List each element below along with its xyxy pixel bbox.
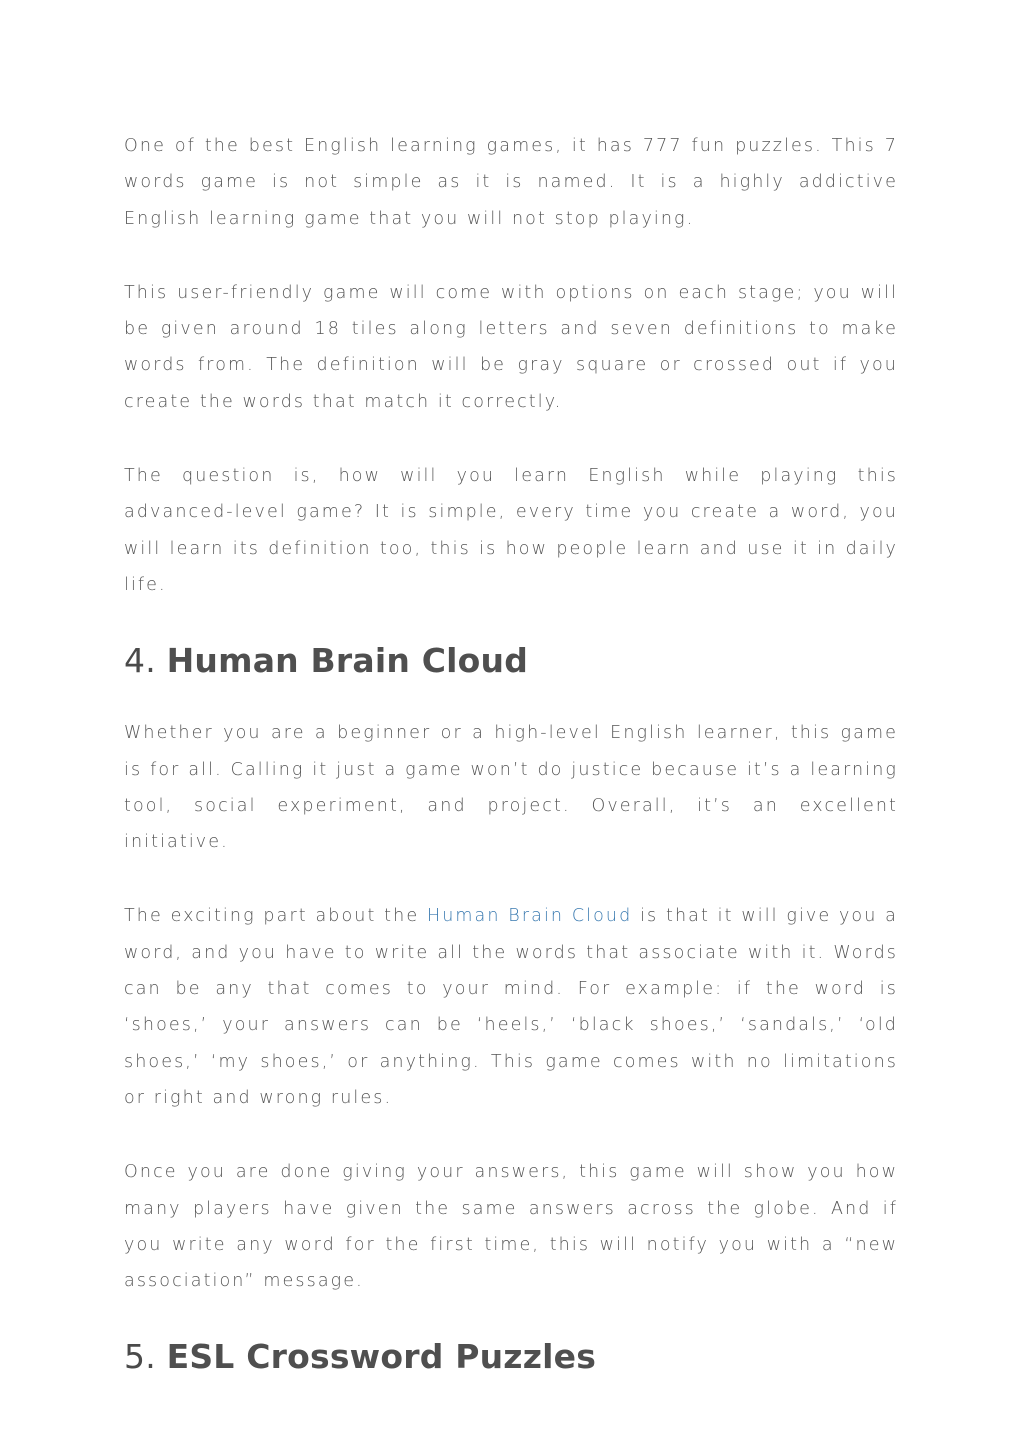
paragraph-learning: The question is, how will you learn English while playing this advanced-level game? It is simple, every time you create a word, you will learn its definition too, this is how people learn and use it in daily life. xyxy=(124,466,898,595)
heading-title: Human Brain Cloud xyxy=(166,641,529,681)
paragraph-gameplay: This user-friendly game will come with options on each stage; you will be given around 18 tiles along letters and seven definitions to make words from. The definition will be gray square or crossed out if you create the words that match it correctly. xyxy=(124,282,898,412)
heading-number: 4. xyxy=(124,641,156,681)
paragraph-spacer xyxy=(124,237,898,275)
heading-spacer xyxy=(124,603,898,641)
heading-number: 5. xyxy=(124,1337,156,1377)
paragraph-hbc-details xyxy=(124,898,898,1116)
paragraph-hbc-intro: Whether you are a beginner or a high-level English learner, this game is for all. Calling it just a game won’t do justice because it’s a learning tool, social experiment, and project. Overall, it’s an excellent initiative. xyxy=(124,723,898,853)
paragraph-spacer xyxy=(124,860,898,898)
heading-spacer xyxy=(124,681,898,715)
article-body xyxy=(124,128,898,1377)
heading-spacer xyxy=(124,1299,898,1337)
section-heading-4 xyxy=(124,641,898,681)
section-heading-5 xyxy=(124,1337,898,1377)
paragraph-text: The exciting part about the xyxy=(124,906,427,927)
paragraph-text: is that it will give you a word, and you have to write all the words that associate with it. Words can be any that comes to your mind. For example: if the word is ‘shoes,’ your answers can be ‘heels,’ ‘black shoes,’ ‘sandals,’ ‘old shoes,’ ‘my shoes,’ or anything. This game comes with no limitations or right and wrong rules. xyxy=(124,906,898,1108)
human-brain-cloud-link[interactable]: Human Brain Cloud xyxy=(426,906,633,927)
heading-title: ESL Crossword Puzzles xyxy=(166,1337,597,1377)
paragraph-intro: One of the best English learning games, it has 777 fun puzzles. This 7 words game is not simple as it is named. It is a highly addictive English learning game that you will not stop playing. xyxy=(124,136,898,229)
paragraph-spacer xyxy=(124,420,898,458)
paragraph-spacer xyxy=(124,1116,898,1154)
paragraph-hbc-results: Once you are done giving your answers, this game will show you how many players have given the same answers across the globe. And if you write any word for the first time, this will notify you with a “new association” message. xyxy=(124,1162,898,1292)
